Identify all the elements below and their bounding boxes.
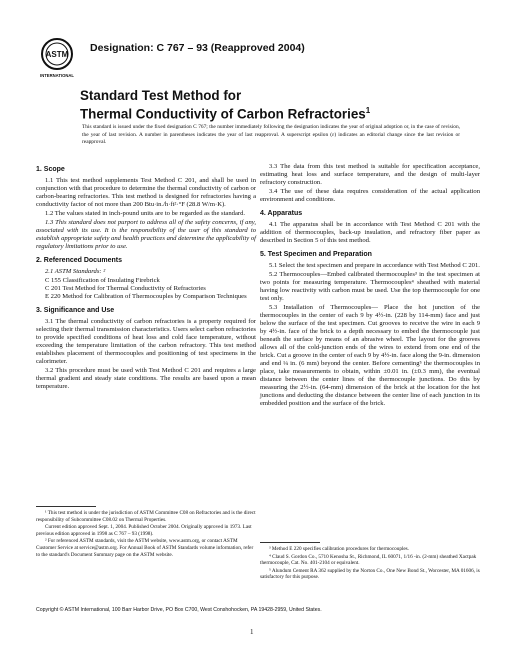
paragraph-5-3: 5.3 Installation of Thermocouples— Place the hot junction of the thermocouples in the center of each 9 by 4½-in. (228 by 114-mm) face and just below the surface of the test specimen. Cut grooves to receive the wire in each 9 by 4½-in. face of the brick to a depth necessary to embed the thermocouple just beneath the surface by means of an abrasive wheel. The layout for the grooves allows all of the cold-junction ends of the wires to extend from one end of the brick. Cut a groove in the center of each 9 by 4½-in. face along the 9-in. dimension and end ¼ in. (6 mm) beyond the center. Before cementing⁵ the thermocouples in place, take measurements to obtain, within ±0.01 in. (±0.3 mm), the eventual distance between the center lines of the thermocouple junctions. Do this by measuring the 2½-in. (64-mm) dimension of the brick at the location for the hot junctions and deducting the distance between the center line of each junction in its embedded position and the surface of the brick. [260, 304, 480, 407]
section-heading-apparatus: 4. Apparatus [260, 210, 303, 217]
section-heading-significance: 3. Significance and Use [36, 307, 115, 314]
footnote-3: ³ Method E 220 specifies calibration procedures for thermocouples. [269, 546, 409, 552]
svg-text:ASTM: ASTM [45, 50, 69, 59]
footnote-5: ⁵ Alundum Cement RA 362 supplied by the Norton Co., One New Bond St., Worcester, MA 01606, is satisfactory for this purpose. [260, 567, 480, 581]
astm-logo [36, 36, 78, 80]
title-line-1: Standard Test Method for [80, 88, 242, 103]
footnotes-left [36, 502, 256, 559]
section-heading-referenced-documents: 2. Referenced Documents [36, 257, 122, 264]
title-line-2: Thermal Conductivity of Carbon Refractories$^1$ [80, 106, 371, 122]
designation: Designation: C 767 – 93 (Reapproved 2004) [90, 42, 305, 54]
footnotes-right [260, 538, 480, 582]
svg-text:INTERNATIONAL: INTERNATIONAL [40, 73, 74, 78]
footnote-rule [260, 542, 320, 543]
paragraph-3-2: 3.2 This procedure must be used with Test Method C 201 and requires a large thermal gradient and steady state conditions. The results are based upon a mean temperature. [36, 367, 256, 390]
reference-e220: E 220 Method for Calibration of Thermocouples by Comparison Techniques [45, 293, 247, 300]
footnote-2: ² For referenced ASTM standards, visit the ASTM website, www.astm.org, or contact ASTM Customer Service at service@astm.org. For Annual Book of ASTM Standards volume information, refer to the standard's Document Summary page on the ASTM website. [36, 538, 254, 558]
right-column [260, 160, 480, 409]
issuance-notice: This standard is issued under the fixed designation C 767; the number immediately following the designation indicates the year of original adoption or, in the case of revision, the year of last revision. A number in parentheses indicates the year of last reapproval. A superscript epsilon (ε) indicates an editorial change since the last revision or reapproval. [82, 124, 460, 145]
page-number: 1 [250, 628, 254, 636]
section-heading-scope: 1. Scope [36, 166, 65, 173]
paragraph-4-1: 4.1 The apparatus shall be in accordance with Test Method C 201 with the addition of thermocouples, back-up insulation, and refractory fiber paper as described in Section 5 of this test method. [260, 221, 480, 244]
paragraph-1-1: 1.1 This test method supplements Test Method C 201, and shall be used in conjunction with that procedure to determine the thermal conductivity of carbon or carbon-bearing refractories. This test method is designed for refractories having a conductivity factor of not more than 200 Btu·in./h·ft²·°F (28.8 W/m·K). [36, 177, 256, 208]
footnote-4: ⁴ Claud S. Gordon Co., 5710 Kenosha St., Richmond, IL 60071, 1/16 -in. (2-mm) sheathed Xactpak thermocouple, Cat. No. 401-2104 or equivalent. [260, 553, 477, 567]
paragraph-3-1: 3.1 The thermal conductivity of carbon refractories is a property required for selecting their thermal transmission characteristics. Users select carbon refractories to provide specified conditions of heat loss and cold face temperature, without exceeding the temperature limitation of the carbon refractory. This test method establishes placement of thermocouples and positioning of test specimens in the calorimeter. [36, 318, 256, 365]
footnote-rule [36, 506, 96, 507]
copyright-footer: Copyright © ASTM International, 100 Barr Harbor Drive, PO Box C700, West Conshohocken, PA 19428-2959, United States. [36, 607, 322, 613]
paragraph-1-3: 1.3 This standard does not purport to address all of the safety concerns, if any, associated with its use. It is the responsibility of the user of this standard to establish appropriate safety and health practices and determine the applicability of regulatory limitations prior to use. [36, 219, 256, 250]
paragraph-1-2: 1.2 The values stated in inch-pound units are to be regarded as the standard. [45, 210, 246, 217]
left-column [36, 160, 256, 392]
reference-c201: C 201 Test Method for Thermal Conductivity of Refractories [45, 285, 206, 292]
footnote-1-edition: Current edition approved Sept. 1, 2004. Published October 2004. Originally approved in 1973. Last previous edition approved in 1998 as C 767 – 93 (1998). [36, 524, 252, 537]
paragraph-3-3: 3.3 The data from this test method is suitable for specification acceptance, estimating heat loss and surface temperature, and the design of multi-layer refractory construction. [260, 163, 480, 186]
section-heading-test-specimen: 5. Test Specimen and Preparation [260, 251, 372, 258]
paragraph-5-2: 5.2 Thermocouples—Embed calibrated thermocouples³ in the test specimen at two points for measuring temperature. Thermocouples⁴ sheathed with material having low reactivity with carbon must be used. Use the top thermocouple for one test only. [260, 271, 480, 302]
paragraph-2-1: 2.1 ASTM Standards: ² [45, 268, 106, 275]
document-title [80, 88, 440, 121]
paragraph-5-1: 5.1 Select the test specimen and prepare in accordance with Test Method C 201. [269, 262, 480, 269]
reference-c155: C 155 Classification of Insulating Firebrick [45, 277, 160, 284]
footnote-1: ¹ This test method is under the jurisdiction of ASTM Committee C08 on Refractories and is the direct responsibility of Subcommittee C08.02 on Thermal Properties. [36, 510, 256, 523]
paragraph-3-4: 3.4 The use of these data requires consideration of the actual application environment and conditions. [260, 188, 480, 203]
